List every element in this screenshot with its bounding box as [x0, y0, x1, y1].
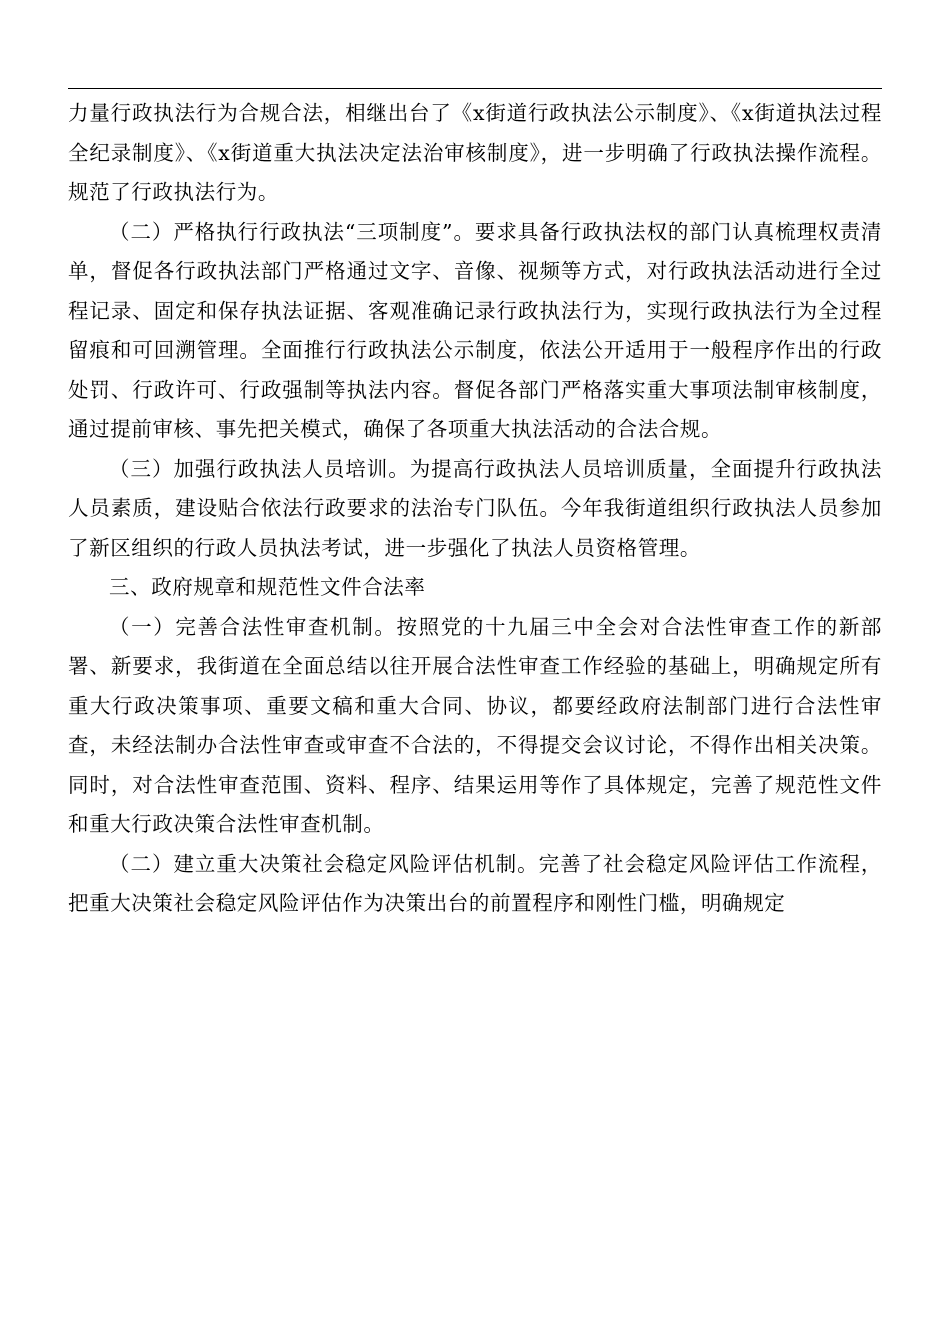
paragraph-risk-assessment: （二）建立重大决策社会稳定风险评估机制。完善了社会稳定风险评估工作流程，把重大决策社会稳定风险评估作为决策出台的前置程序和刚性门槛，明确规定 — [68, 851, 882, 915]
paragraph-legality-review: （一）完善合法性审查机制。按照党的十九届三中全会对合法性审查工作的新部署、新要求，我街道在全面总结以往开展合法性审查工作经验的基础上，明确规定所有重大行政决策事项、重要文稿和重大合同、协议，都要经政府法制部门进行合法性审查，未经法制办合法性审查或审查不合法的，不得提交会议讨论，不得作出相关决策。同时，对合法性审查范围、资料、程序、结果运用等作了具体规定，完善了规范性文件和重大行政决策合法性审查机制。 — [68, 614, 882, 836]
document-body — [68, 94, 882, 924]
section-heading: 三、政府规章和规范性文件合法率 — [109, 575, 426, 599]
header-rule — [68, 88, 882, 89]
paragraph-continuation: 力量行政执法行为合规合法，相继出台了《x街道行政执法公示制度》、《x街道执法过程全纪录制度》、《x街道重大执法决定法治审核制度》，进一步明确了行政执法操作流程。规范了行政执法行为。 — [68, 101, 882, 204]
paragraph-three-systems: （二）严格执行行政执法“三项制度”。要求具备行政执法权的部门认真梳理权责清单，督促各行政执法部门严格通过文字、音像、视频等方式，对行政执法活动进行全过程记录、固定和保存执法证据、客观准确记录行政执法行为，实现行政执法行为全过程留痕和可回溯管理。全面推行行政执法公示制度，依法公开适用于一般程序作出的行政处罚、行政许可、行政强制等执法内容。督促各部门严格落实重大事项法制审核制度，通过提前审核、事先把关模式，确保了各项重大执法活动的合法合规。 — [68, 219, 882, 441]
paragraph-staff-training: （三）加强行政执法人员培训。为提高行政执法人员培训质量，全面提升行政执法人员素质，建设贴合依法行政要求的法治专门队伍。今年我街道组织行政执法人员参加了新区组织的行政人员执法考试，进一步强化了执法人员资格管理。 — [68, 456, 882, 560]
